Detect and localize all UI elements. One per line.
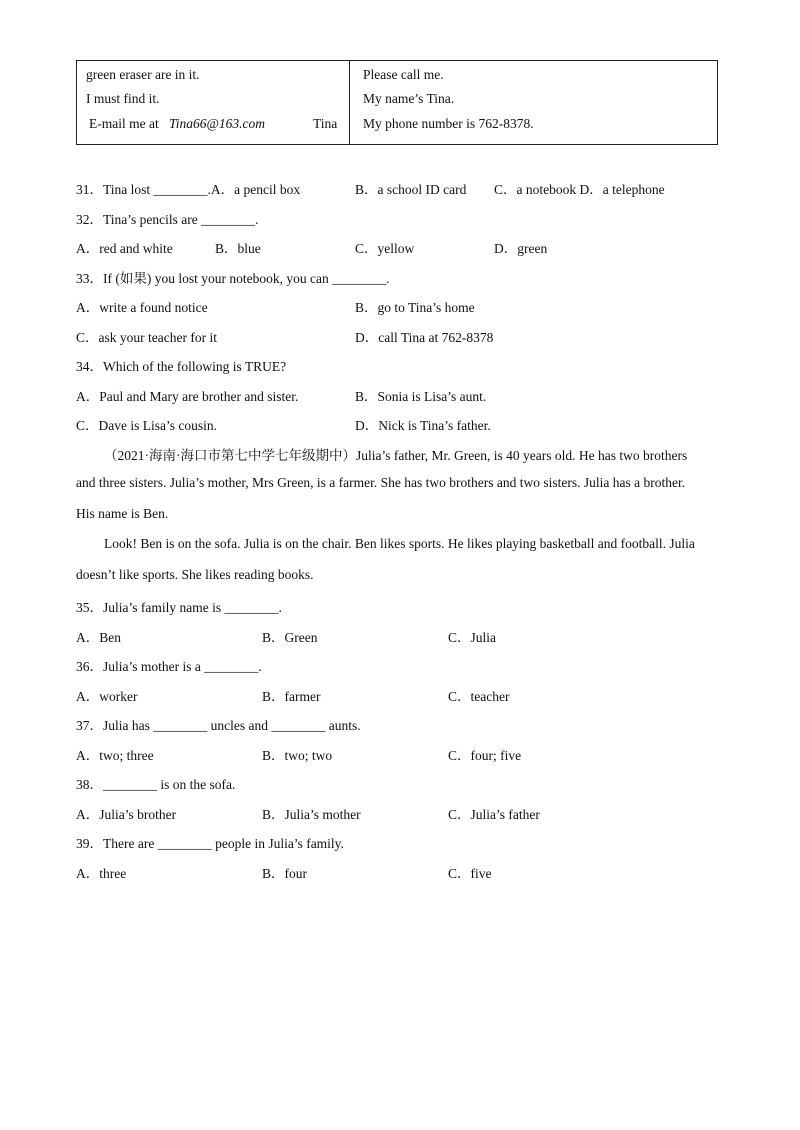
question-36-option-a: A．worker bbox=[76, 689, 138, 704]
question-33-option-c: C．ask your teacher for it bbox=[76, 330, 217, 345]
question-37-option-c: C．four; five bbox=[448, 748, 522, 763]
notice-email: Tina66@163.com bbox=[169, 116, 266, 131]
passage-line-1: （2021·海南·海口市第七中学七年级期中）Julia’s father, Mr. Green, is 40 years old. He has two brothers bbox=[104, 448, 688, 463]
passage-line-4: Look! Ben is on the sofa. Julia is on the chair. Ben likes sports. He likes playing basketball and football. Julia bbox=[104, 536, 695, 551]
question-39-option-a: A．three bbox=[76, 866, 127, 881]
question-37-option-a: A．two; three bbox=[76, 748, 154, 763]
question-31-stem: 31．Tina lost ________.A．a pencil box bbox=[76, 182, 301, 197]
question-32-option-a: A．red and white bbox=[76, 241, 173, 256]
question-35-stem: 35．Julia’s family name is ________. bbox=[76, 600, 282, 615]
question-33-stem: 33．If (如果) you lost your notebook, you can ________. bbox=[76, 271, 390, 286]
question-34-option-c: C．Dave is Lisa’s cousin. bbox=[76, 418, 217, 433]
notice-right-line-1: Please call me. bbox=[363, 67, 444, 82]
notice-signature: Tina bbox=[313, 116, 338, 131]
question-34-stem: 34．Which of the following is TRUE? bbox=[76, 359, 287, 374]
question-38-option-c: C．Julia’s father bbox=[448, 807, 540, 822]
table-divider bbox=[349, 61, 350, 144]
question-39-option-c: C．five bbox=[448, 866, 492, 881]
question-33-option-d: D．call Tina at 762-8378 bbox=[355, 330, 494, 345]
question-31-option-cd: C．a notebook D．a telephone bbox=[494, 182, 665, 197]
question-35-option-c: C．Julia bbox=[448, 630, 497, 645]
passage-line-2: and three sisters. Julia’s mother, Mrs Green, is a farmer. She has two brothers and two sisters. Julia has a brother. bbox=[76, 475, 686, 490]
passage-line-3: His name is Ben. bbox=[76, 506, 169, 521]
question-34-option-b: B．Sonia is Lisa’s aunt. bbox=[355, 389, 487, 404]
question-36-stem: 36．Julia’s mother is a ________. bbox=[76, 659, 262, 674]
question-32-option-c: C．yellow bbox=[355, 241, 415, 256]
question-33-option-a: A．write a found notice bbox=[76, 300, 208, 315]
question-35-option-a: A．Ben bbox=[76, 630, 121, 645]
question-37-stem: 37．Julia has ________ uncles and ________ aunts. bbox=[76, 718, 361, 733]
question-33-option-b: B．go to Tina’s home bbox=[355, 300, 475, 315]
question-32-option-d: D．green bbox=[494, 241, 548, 256]
question-39-stem: 39．There are ________ people in Julia’s family. bbox=[76, 836, 344, 851]
notice-right-line-2: My name’s Tina. bbox=[363, 91, 455, 106]
question-35-option-b: B．Green bbox=[262, 630, 318, 645]
question-32-option-b: B．blue bbox=[215, 241, 261, 256]
passage-line-5: doesn’t like sports. She likes reading books. bbox=[76, 567, 314, 582]
question-38-option-b: B．Julia’s mother bbox=[262, 807, 361, 822]
question-34-option-d: D．Nick is Tina’s father. bbox=[355, 418, 491, 433]
question-34-option-a: A．Paul and Mary are brother and sister. bbox=[76, 389, 299, 404]
question-31-option-b: B．a school ID card bbox=[355, 182, 467, 197]
question-38-option-a: A．Julia’s brother bbox=[76, 807, 177, 822]
question-38-stem: 38．________ is on the sofa. bbox=[76, 777, 236, 792]
question-32-stem: 32．Tina’s pencils are ________. bbox=[76, 212, 259, 227]
notice-left-line-2: I must find it. bbox=[86, 91, 160, 106]
notice-left-line-1: green eraser are in it. bbox=[86, 67, 200, 82]
notice-right-line-3: My phone number is 762-8378. bbox=[363, 116, 534, 131]
notice-table bbox=[76, 60, 718, 145]
notice-email-prefix: E-mail me at bbox=[89, 116, 159, 131]
question-36-option-b: B．farmer bbox=[262, 689, 321, 704]
question-39-option-b: B．four bbox=[262, 866, 307, 881]
question-36-option-c: C．teacher bbox=[448, 689, 510, 704]
question-37-option-b: B．two; two bbox=[262, 748, 333, 763]
